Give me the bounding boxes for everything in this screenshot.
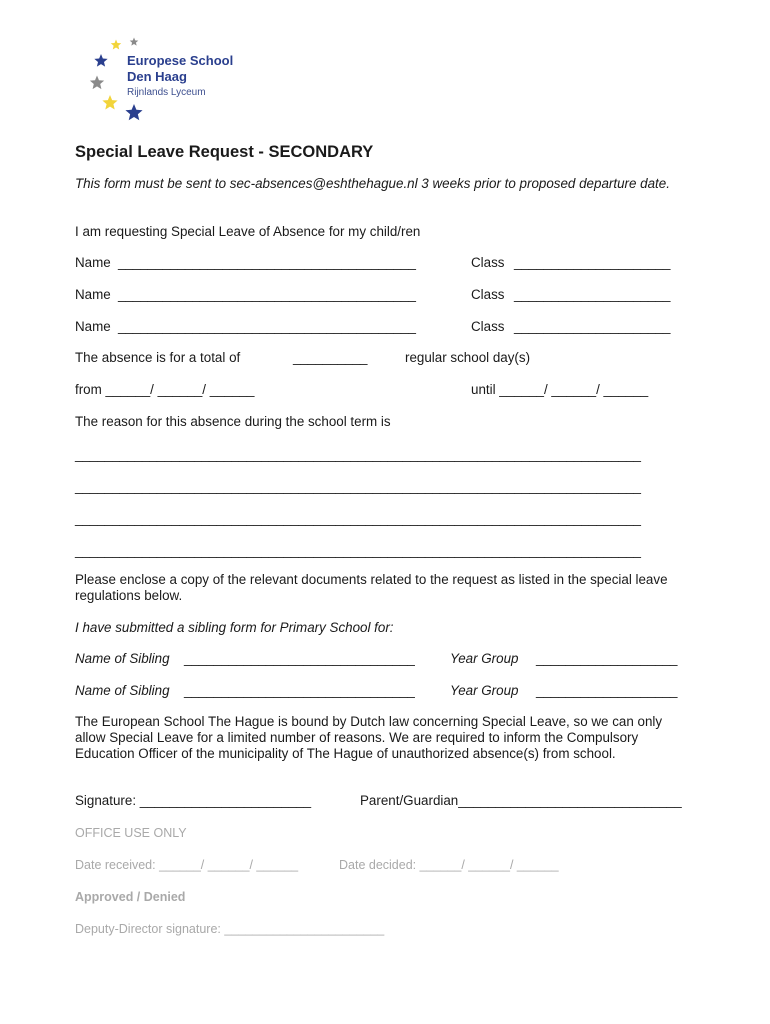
sibling-intro: I have submitted a sibling form for Primary School for: — [75, 620, 394, 635]
reason-line-3[interactable]: ____________________________________________________________________________ — [75, 511, 641, 526]
until-date-field[interactable]: until ______/ ______/ ______ — [471, 382, 649, 397]
child-name-field-2[interactable]: ________________________________________ — [118, 287, 416, 302]
request-line: I am requesting Special Leave of Absence for my child/ren — [75, 224, 421, 239]
date-received-field: Date received: ______/ ______/ ______ — [75, 858, 299, 872]
reason-label: The reason for this absence during the school term is — [75, 414, 391, 429]
child-name-field-1[interactable]: ________________________________________ — [118, 255, 416, 270]
year-group-label-2: Year Group — [450, 683, 519, 698]
page-title: Special Leave Request - SECONDARY — [75, 143, 374, 161]
sibling-label-2: Name of Sibling — [75, 683, 170, 698]
child-class-field-2[interactable]: _____________________ — [514, 287, 671, 302]
law-text: The European School The Hague is bound by Dutch law concerning Special Leave, so we can only allow Special Leave for a limited number of reasons. We are required to inform the Compulsory Education Officer of the municipality of The Hague of unauthorized absence(s) from school. — [75, 714, 663, 761]
sibling-label-1: Name of Sibling — [75, 651, 170, 666]
year-group-field-2[interactable]: ___________________ — [536, 683, 678, 698]
child-name-field-3[interactable]: ________________________________________ — [118, 319, 416, 334]
approved-denied: Approved / Denied — [75, 890, 186, 904]
sibling-name-field-1[interactable]: _______________________________ — [184, 651, 415, 666]
logo-line-3: Rijnlands Lyceum — [127, 87, 206, 98]
date-decided-field: Date decided: ______/ ______/ ______ — [339, 858, 559, 872]
signature-field[interactable]: Signature: _______________________ — [75, 793, 312, 808]
intro-text: This form must be sent to sec-absences@eshthehague.nl 3 weeks prior to proposed departure date. — [75, 176, 670, 191]
reason-line-2[interactable]: ____________________________________________________________________________ — [75, 479, 641, 494]
reason-line-4[interactable]: ____________________________________________________________________________ — [75, 543, 641, 558]
logo-line-1: Europese School — [127, 53, 234, 68]
reason-line-1[interactable]: ____________________________________________________________________________ — [75, 447, 641, 462]
child-class-field-1[interactable]: _____________________ — [514, 255, 671, 270]
office-use-heading: OFFICE USE ONLY — [75, 826, 187, 840]
absence-label: The absence is for a total of — [75, 350, 241, 365]
absence-suffix: regular school day(s) — [405, 350, 531, 365]
from-date-field[interactable]: from ______/ ______/ ______ — [75, 382, 255, 397]
parent-guardian-field[interactable]: Parent/Guardian______________________________ — [360, 793, 682, 808]
child-name-label-3: Name — [75, 319, 111, 334]
child-class-label-3: Class — [471, 319, 505, 334]
year-group-label-1: Year Group — [450, 651, 519, 666]
child-name-label-2: Name — [75, 287, 111, 302]
logo-line-2: Den Haag — [127, 69, 187, 84]
deputy-signature-field: Deputy-Director signature: _______________________ — [75, 922, 385, 936]
child-name-label-1: Name — [75, 255, 111, 270]
year-group-field-1[interactable]: ___________________ — [536, 651, 678, 666]
child-class-label-1: Class — [471, 255, 505, 270]
enclose-text: Please enclose a copy of the relevant documents related to the request as listed in the special leave regulations below. — [75, 572, 668, 603]
absence-days-field[interactable]: __________ — [293, 350, 368, 365]
school-logo — [86, 34, 256, 126]
sibling-name-field-2[interactable]: _______________________________ — [184, 683, 415, 698]
child-class-field-3[interactable]: _____________________ — [514, 319, 671, 334]
child-class-label-2: Class — [471, 287, 505, 302]
